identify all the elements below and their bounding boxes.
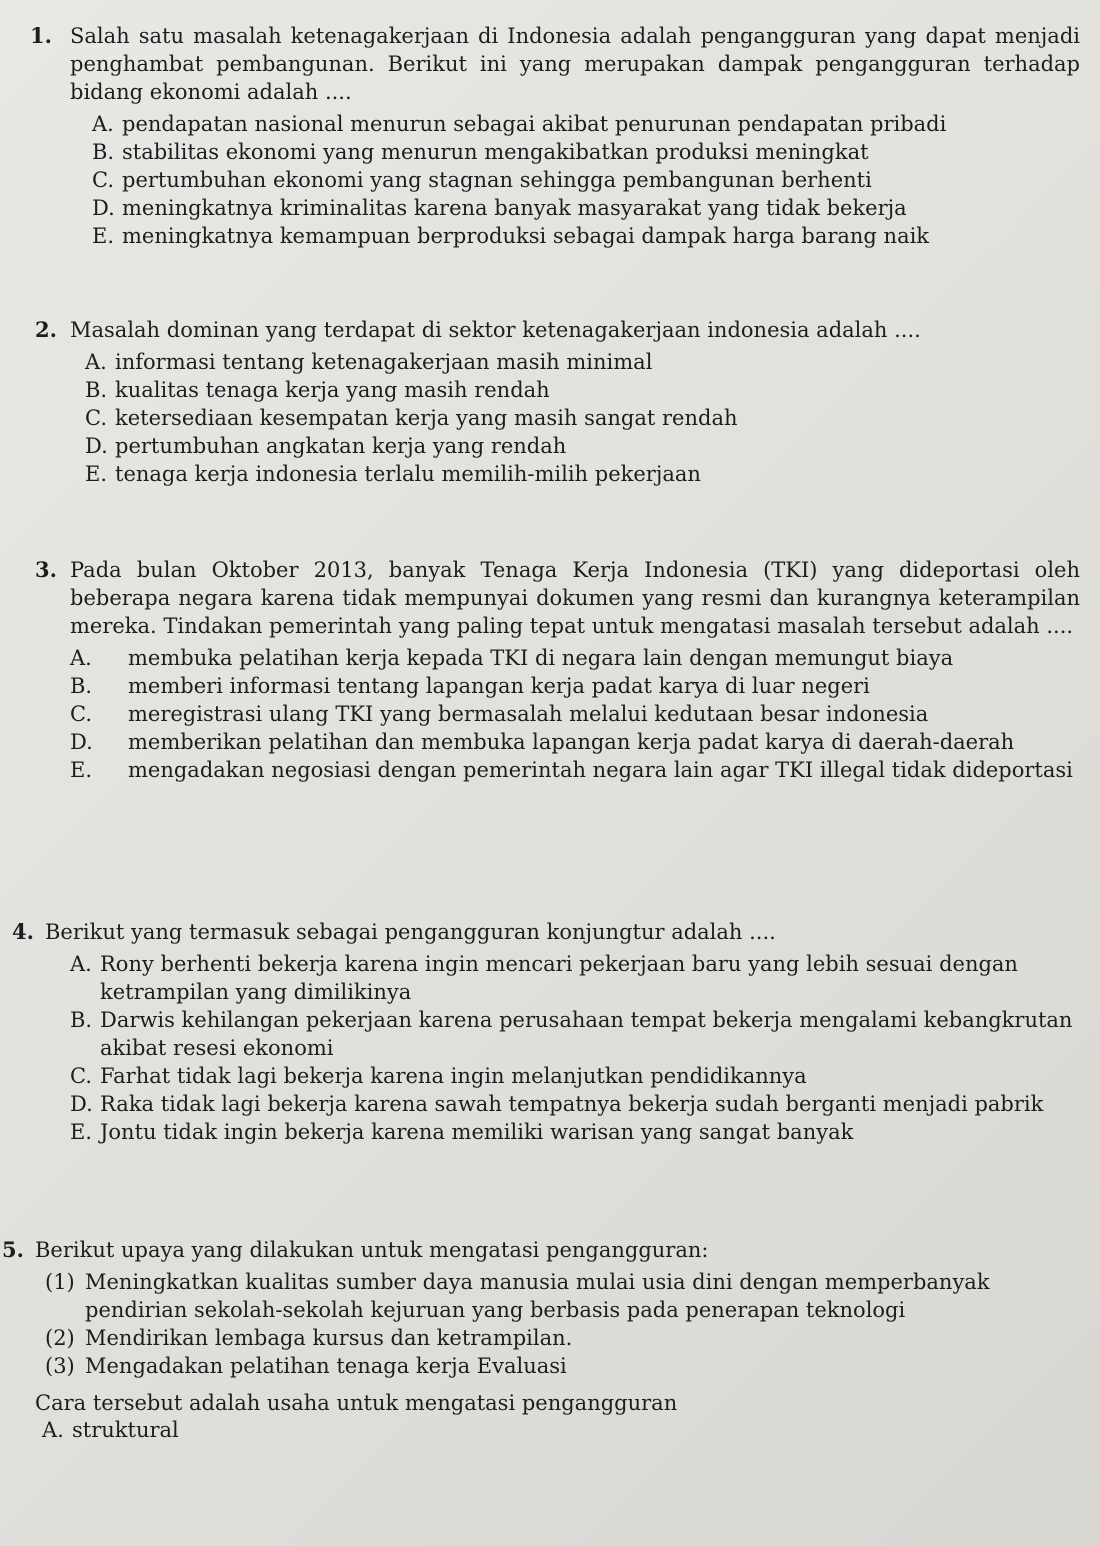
option-letter: B.: [92, 140, 115, 164]
option-text: Raka tidak lagi bekerja karena sawah tempatnya bekerja sudah berganti menjadi pabrik: [100, 1092, 1044, 1116]
option-b[interactable]: [70, 1006, 1100, 1062]
option-letter: E.: [85, 462, 108, 486]
option-letter: D.: [70, 730, 93, 754]
option-c[interactable]: [92, 166, 1100, 194]
option-b[interactable]: [85, 376, 1100, 404]
question-number: 5.: [2, 1237, 24, 1262]
question-stem: [0, 316, 1100, 344]
option-letter: A.: [85, 350, 107, 374]
option-text: struktural: [72, 1418, 179, 1442]
question-text: Berikut upaya yang dilakukan untuk mengatasi pengangguran:: [35, 1238, 709, 1262]
question-5: [0, 1236, 1100, 1444]
option-letter: B.: [85, 378, 108, 402]
option-e[interactable]: [85, 460, 1100, 488]
option-text: Jontu tidak ingin bekerja karena memiliki warisan yang sangat banyak: [100, 1120, 854, 1144]
option-e[interactable]: [70, 756, 1100, 784]
question-stem: [0, 22, 1100, 106]
option-b[interactable]: [92, 138, 1100, 166]
option-letter: D.: [92, 196, 115, 220]
option-text: pertumbuhan angkatan kerja yang rendah: [115, 434, 567, 458]
option-text: meregistrasi ulang TKI yang bermasalah melalui kedutaan besar indonesia: [128, 702, 929, 726]
question-stem: [0, 1236, 1100, 1264]
option-letter: C.: [92, 168, 114, 192]
option-letter: B.: [70, 674, 93, 698]
option-list: [0, 1416, 1100, 1444]
option-text: kualitas tenaga kerja yang masih rendah: [115, 378, 550, 402]
list-item: [45, 1352, 1100, 1380]
option-letter: A.: [42, 1418, 64, 1442]
option-text: Farhat tidak lagi bekerja karena ingin melanjutkan pendidikannya: [100, 1064, 807, 1088]
option-letter: A.: [70, 952, 92, 976]
option-text: Rony berhenti bekerja karena ingin mencari pekerjaan baru yang lebih sesuai dengan ketrampilan yang dimilikinya: [100, 952, 1018, 1004]
option-letter: E.: [70, 758, 93, 782]
option-b[interactable]: [70, 672, 1100, 700]
option-letter: C.: [70, 702, 92, 726]
option-a[interactable]: [70, 644, 1100, 672]
option-text: memberi informasi tentang lapangan kerja padat karya di luar negeri: [128, 674, 870, 698]
question-number: 3.: [35, 557, 57, 582]
question-number: 1.: [30, 23, 52, 48]
option-text: membuka pelatihan kerja kepada TKI di negara lain dengan memungut biaya: [128, 646, 954, 670]
item-list: [0, 1268, 1100, 1380]
option-letter: C.: [70, 1064, 92, 1088]
option-a[interactable]: [92, 110, 1100, 138]
question-closing: Cara tersebut adalah usaha untuk mengatasi pengangguran: [35, 1391, 678, 1415]
question-text: Masalah dominan yang terdapat di sektor ketenagakerjaan indonesia adalah ....: [70, 318, 921, 342]
option-a[interactable]: [42, 1416, 1100, 1444]
option-letter: D.: [70, 1092, 93, 1116]
option-list: [0, 348, 1100, 488]
question-text: Berikut yang termasuk sebagai pengangguran konjungtur adalah ....: [45, 920, 776, 944]
option-text: informasi tentang ketenagakerjaan masih minimal: [115, 350, 653, 374]
question-number: 2.: [35, 317, 57, 342]
option-a[interactable]: [70, 950, 1100, 1006]
question-1: [0, 22, 1100, 250]
option-text: memberikan pelatihan dan membuka lapangan kerja padat karya di daerah-daerah: [128, 730, 1015, 754]
option-e[interactable]: [70, 1118, 1100, 1146]
option-letter: A.: [92, 112, 114, 136]
option-text: stabilitas ekonomi yang menurun mengakibatkan produksi meningkat: [122, 140, 869, 164]
option-list: [0, 950, 1100, 1146]
option-text: ketersediaan kesempatan kerja yang masih sangat rendah: [115, 406, 738, 430]
option-letter: A.: [70, 646, 92, 670]
option-e[interactable]: [92, 222, 1100, 250]
option-list: [0, 110, 1100, 250]
item-label: (2): [45, 1326, 75, 1350]
list-item: [45, 1324, 1100, 1352]
option-letter: B.: [70, 1008, 93, 1032]
option-c[interactable]: [70, 1062, 1100, 1090]
option-c[interactable]: [70, 700, 1100, 728]
item-label: (1): [45, 1270, 75, 1294]
question-text: Salah satu masalah ketenagakerjaan di Indonesia adalah pengangguran yang dapat menjadi penghambat pembangunan. Berikut ini yang merupakan dampak pengangguran terhadap bidang ekonomi adalah ....: [70, 24, 1080, 104]
option-letter: E.: [92, 224, 115, 248]
question-number: 4.: [12, 919, 34, 944]
question-stem: [0, 556, 1100, 640]
question-3: [0, 556, 1100, 784]
option-d[interactable]: [70, 728, 1100, 756]
item-text: Mendirikan lembaga kursus dan ketrampilan.: [85, 1326, 573, 1350]
question-text: Pada bulan Oktober 2013, banyak Tenaga Kerja Indonesia (TKI) yang dideportasi oleh beberapa negara karena tidak mempunyai dokumen yang resmi dan kurangnya keterampilan mereka. Tindakan pemerintah yang paling tepat untuk mengatasi masalah tersebut adalah ....: [70, 558, 1080, 638]
question-2: [0, 316, 1100, 488]
option-text: mengadakan negosiasi dengan pemerintah negara lain agar TKI illegal tidak dideportasi: [128, 758, 1073, 782]
option-d[interactable]: [92, 194, 1100, 222]
option-letter: D.: [85, 434, 108, 458]
option-letter: C.: [85, 406, 107, 430]
option-a[interactable]: [85, 348, 1100, 376]
option-letter: E.: [70, 1120, 93, 1144]
option-c[interactable]: [85, 404, 1100, 432]
option-text: meningkatnya kriminalitas karena banyak masyarakat yang tidak bekerja: [122, 196, 907, 220]
item-text: Mengadakan pelatihan tenaga kerja Evaluasi: [85, 1354, 567, 1378]
item-text: Meningkatkan kualitas sumber daya manusia mulai usia dini dengan memperbanyak pendirian sekolah-sekolah kejuruan yang berbasis pada penerapan teknologi: [85, 1270, 990, 1322]
option-d[interactable]: [70, 1090, 1100, 1118]
option-text: pendapatan nasional menurun sebagai akibat penurunan pendapatan pribadi: [122, 112, 947, 136]
option-d[interactable]: [85, 432, 1100, 460]
list-item: [45, 1268, 1100, 1324]
item-label: (3): [45, 1354, 75, 1378]
question-stem: [0, 918, 1100, 946]
option-text: Darwis kehilangan pekerjaan karena perusahaan tempat bekerja mengalami kebangkrutan akibat resesi ekonomi: [100, 1008, 1073, 1060]
option-text: pertumbuhan ekonomi yang stagnan sehingga pembangunan berhenti: [122, 168, 872, 192]
option-list: [0, 644, 1100, 784]
option-text: meningkatnya kemampuan berproduksi sebagai dampak harga barang naik: [122, 224, 930, 248]
question-4: [0, 918, 1100, 1146]
option-text: tenaga kerja indonesia terlalu memilih-milih pekerjaan: [115, 462, 701, 486]
